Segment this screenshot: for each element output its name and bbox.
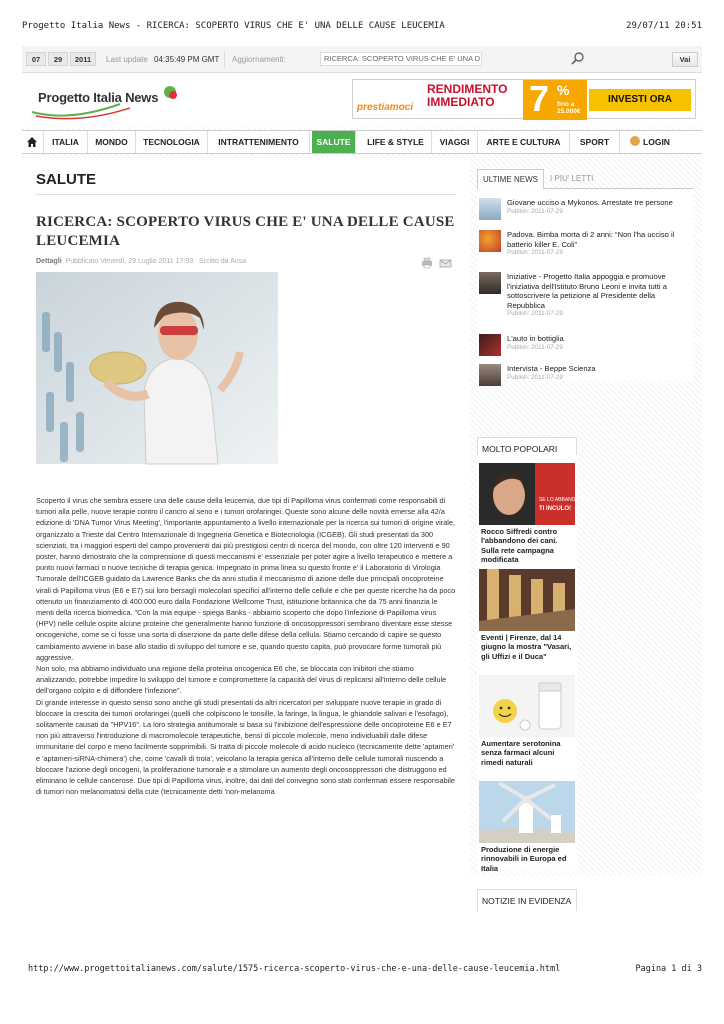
nav-item-italia[interactable]: ITALIA <box>44 131 88 153</box>
nav-item-tecnologia[interactable]: TECNOLOGIA <box>136 131 208 153</box>
nav-item-viaggi[interactable]: VIAGGI <box>432 131 478 153</box>
popular-image <box>479 675 575 737</box>
popular-image <box>479 463 585 525</box>
nav-home[interactable] <box>22 131 44 153</box>
banner-cta-button[interactable]: INVESTI ORA <box>589 89 691 111</box>
nav-item-life-style[interactable]: LIFE & STYLE <box>360 131 432 153</box>
banner-headline-1: RENDIMENTO <box>427 82 508 96</box>
nav-item-sport[interactable]: SPORT <box>570 131 620 153</box>
news-title[interactable]: Padova. Bimba morta di 2 anni: “Non l'ha ucciso il batterio killer E. Coli” <box>507 230 675 249</box>
banner-headline <box>427 83 507 109</box>
search-go-button[interactable]: Vai <box>672 52 698 67</box>
nav-item-mondo[interactable]: MONDO <box>88 131 136 153</box>
date-year: 2011 <box>70 52 96 66</box>
news-ticker[interactable]: RICERCA: SCOPERTO VIRUS CHE E' UNA D <box>320 52 482 66</box>
last-update-label: Last update <box>106 55 148 64</box>
print-footer <box>0 960 724 990</box>
banner-brand: prestiamoci <box>357 102 414 113</box>
banner-percent: % <box>557 82 570 98</box>
banner-rate-box <box>523 80 587 120</box>
news-thumbnail <box>479 334 501 356</box>
news-title[interactable]: Giovane ucciso a Mykonos. Arrestate tre persone <box>507 198 673 207</box>
search-icon[interactable] <box>570 51 586 67</box>
top-bar <box>22 46 702 73</box>
banner-fino <box>557 101 581 115</box>
popular-title[interactable]: Produzione di energie rinnovabili in Europa ed Italia <box>481 845 567 873</box>
article-paragraph: Scoperto il virus che sembra essere una delle cause della leucemia, due tipi di Papilloma virus confermati come responsabili di tumori alla pelle, nuove terapie contro il cancro al seno e i tumori orofaringei. Queste sono alcune delle novità emerse alla 42/a edizione di 'DNA Tumor Virus Meeting', l'importante appuntamento a livello internazionale per la ricerca sui tumori di origine virale, organizzato a Trieste dal Centro Internazionale di Ingegneria Genetica e Biotecnologia (ICGEB). Gli studi presentati da 300 scienziati, tra i maggiori esperti del campo provenienti dai più prestigiosi centri di ricerca del mondo, con oltre 120 interventi e 90 poster, hanno dimostrato che la comprensione di questi meccanismi e' essenziale per poter agire a livello terapeutico e mettere a punto nuovi farmaci o nuove tecniche di terapia genica. Impegnato in prima linea su questo fronte e' il Laboratorio di Virologia Tumorale dell'ICGEB guidato da Lawrence Banks che da anni studia il meccanismo di azione delle due principali oncoproteine virali di Papilloma virus (E6 e E7) sui loro bersagli molecolari specifici all'interno delle cellule e che per queste ricerche ha da poco ottenuto un finanziamento di 400.000 euro dalla Fondazione Wellcome Trust, istituzione britannica che da 75 anni finanzia le menti della ricerca biomedica. "Con la mia equipe - spiega Banks - abbiamo scoperto che dopo l'infezione di Papilloma virus (HPV) nelle cellule ospite alcune proteine che generalmente hanno funzione di oncosoppressori sembrano diventare esse stesse oncogeniche, come se ci fosse una sorta di diserzione da parte delle difese della cellula. Stiamo cercando di capire se questo cambiamento avviene in base allo stadio di sviluppo del tumore e se, quando questo capita, può provocare forme tumorali più aggressive. <box>36 496 456 662</box>
news-date: Publish: 2011-07-29 <box>507 249 563 257</box>
nav-item-salute[interactable]: SALUTE <box>312 131 356 153</box>
article-meta <box>36 258 246 265</box>
news-tabs <box>477 169 693 189</box>
popular-title[interactable]: Aumentare serotonina senza farmaci alcuni rimedi naturali <box>481 739 561 767</box>
ad-banner[interactable] <box>352 79 696 119</box>
banner-amount: 25.000€ <box>557 108 581 115</box>
print-page-number: Pagina 1 di 3 <box>635 964 702 974</box>
nav-login-label: LOGIN <box>643 137 670 147</box>
news-date: Publish: 2011-07-29 <box>507 343 563 351</box>
popular-title[interactable]: Rocco Siffredi contro l'abbandono dei cani. Sulla rete campagna modificata <box>481 527 558 565</box>
tab-piu-letti[interactable]: I PIU' LETTI <box>550 174 594 183</box>
news-title[interactable]: L'auto in bottiglia <box>507 334 564 343</box>
print-header <box>0 0 724 40</box>
meta-published: Pubblicato Venerdì, 29 Luglio 2011 17:03 <box>65 258 194 265</box>
envelope-icon[interactable] <box>440 260 451 267</box>
molto-popolari-heading: MOLTO POPOLARI <box>477 437 577 459</box>
popular-image-caption-1: SE LO ABBANDONI <box>539 497 585 503</box>
article-paragraph: Di grande interesse in questo senso sono anche gli studi presentati da altri ricercatori per sviluppare nuove terapie in grado di bloccare la crescita dei tumori orofaringei (quelli che colpiscono le tonsille, la faringe, la lingua, le ghiandole salivari e l'esofago), solitamente causati da "HPV16". La loro strategia antitumorale si basa su l'inibizione dell'espressione delle oncoproteine E6 e E7 non più attraverso l'introduzione di macromolecole terapeutiche, bensì di piccole molecole, meno individuabili dalle difese immunitarie del corpo e meno facilmente sopprimibili. Si tratta di piccole molecole di acido nucleico (tecnicamente dette 'aptameri' e 'aptameri-siRNA-chimera') che, come 'cavalli di troia', veicolano la terapia genica all'interno delle cellule tumorali riuscendo a bloccare l'azione degli oncogeni, la proliferazione tumorale e a stimolare un aumento degli oncosoppressori che distruggono ed eliminano le cellule cancerose. Due tipi di Papilloma virus, inoltre, dai dati del convegno sono stati confermati essere responsabile di tumori non melanomatosi della cute (tecnicamente detti 'non-melanoma <box>36 697 455 797</box>
site-header <box>22 73 702 127</box>
popular-image-caption-2: TI INCULO! <box>539 506 571 512</box>
news-date: Publish: 2011-07-29 <box>507 207 563 215</box>
article-column <box>22 159 470 876</box>
notizie-heading: NOTIZIE IN EVIDENZA <box>477 889 577 911</box>
banner-headline-2: IMMEDIATO <box>427 95 495 109</box>
site-logo[interactable] <box>30 82 180 122</box>
article-tools <box>416 256 456 268</box>
nav-item-intrattenimento[interactable]: INTRATTENIMENTO <box>208 131 310 153</box>
divider <box>224 51 225 68</box>
printer-icon[interactable] <box>422 258 432 268</box>
print-datetime: 29/07/11 20:51 <box>626 21 702 31</box>
news-title[interactable]: Intervista - Beppe Scienza <box>507 364 596 373</box>
last-update-value: 04:35:49 PM GMT <box>154 55 220 64</box>
meta-author: Scritto da Ansa <box>198 258 247 265</box>
article-body <box>36 495 456 797</box>
news-title[interactable]: Iniziative - Progetto Italia appoggia e promuove l'iniziativa dell'Istituto Bruno Leoni e invita tutti a sottoscrivere la petizione al Presidente della Repubblica <box>507 272 667 310</box>
article-paragraph: Non solo, ma abbiamo individuato una regione della proteina oncogenica E6 che, se bloccata con inibitori che stiamo analizzando, potrebbe impedire lo sviluppo del tumore e compromettere la capacità del virus di replicarsi all'interno delle cellule dell'organo colpito e di diffondere l'infezione". <box>36 664 447 696</box>
date-month: 29 <box>48 52 68 66</box>
logo-text: Progetto Italia News <box>38 90 159 105</box>
print-page-title: Progetto Italia News - RICERCA: SCOPERTO VIRUS CHE E' UNA DELLE CAUSE LEUCEMIA <box>22 21 445 31</box>
banner-rate: 7 <box>529 78 550 119</box>
popular-image <box>479 781 575 843</box>
popular-image <box>479 569 575 631</box>
sidebar <box>473 159 702 906</box>
news-date: Publish: 2011-07-29 <box>507 373 563 381</box>
popular-title[interactable]: Eventi | Firenze, dal 14 giugno la mostra "Vasari, gli Uffizi e il Duca" <box>481 633 572 661</box>
user-icon <box>630 136 640 146</box>
aggiornamenti-label: Aggiornamenti: <box>232 55 286 64</box>
nav-login[interactable] <box>620 131 680 153</box>
print-url: http://www.progettoitalianews.com/salute/1575-ricerca-scoperto-virus-che-e-una-delle-cause-leucemia.html <box>28 964 561 974</box>
tab-ultime-news[interactable]: ULTIME NEWS <box>477 169 544 189</box>
news-thumbnail <box>479 198 501 220</box>
section-title: SALUTE <box>36 171 96 188</box>
web-page <box>22 46 702 906</box>
article-image <box>36 272 278 464</box>
news-thumbnail <box>479 230 501 252</box>
article-title[interactable]: RICERCA: SCOPERTO VIRUS CHE E' UNA DELLE CAUSE LEUCEMIA <box>36 214 455 249</box>
date-day: 07 <box>26 52 46 66</box>
banner-fino-label: fino a <box>557 101 575 108</box>
home-icon <box>26 136 38 148</box>
news-date: Publish: 2011-07-29 <box>507 310 563 318</box>
meta-details: Dettagli <box>36 258 62 265</box>
main-nav <box>22 130 702 154</box>
news-thumbnail <box>479 272 501 294</box>
nav-item-arte-cultura[interactable]: ARTE E CULTURA <box>478 131 570 153</box>
news-thumbnail <box>479 364 501 386</box>
section-divider <box>36 194 456 195</box>
latest-news-list <box>477 190 693 380</box>
